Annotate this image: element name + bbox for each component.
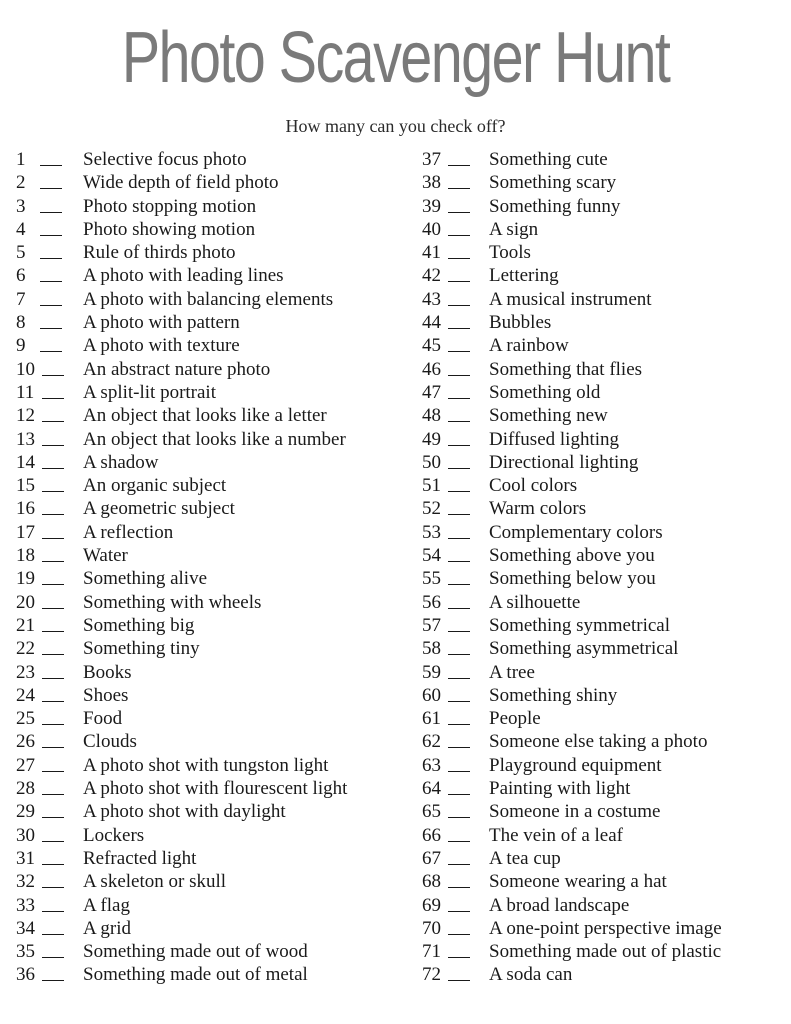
check-blank[interactable] <box>42 724 64 725</box>
item-label: Water <box>83 545 128 567</box>
checklist-item <box>422 521 782 544</box>
check-blank[interactable] <box>448 421 470 422</box>
checklist-item <box>422 614 782 637</box>
page-subtitle: How many can you check off? <box>285 116 506 136</box>
check-blank[interactable] <box>448 281 470 282</box>
item-number: 36 <box>16 964 35 986</box>
item-label: A musical instrument <box>489 288 652 310</box>
item-number: 67 <box>422 847 441 869</box>
check-blank[interactable] <box>42 375 64 376</box>
checklist-item <box>16 497 396 520</box>
item-label: Something made out of plastic <box>489 941 722 963</box>
item-label: Something below you <box>489 568 656 590</box>
checklist-item <box>422 824 782 847</box>
check-blank[interactable] <box>42 864 64 865</box>
check-blank[interactable] <box>448 584 470 585</box>
checklist-item <box>422 497 782 520</box>
item-number: 2 <box>16 172 26 194</box>
checklist-item <box>16 940 396 963</box>
item-number: 4 <box>16 218 26 240</box>
item-number: 35 <box>16 941 35 963</box>
check-blank[interactable] <box>40 258 62 259</box>
item-label: An organic subject <box>83 475 227 497</box>
check-blank[interactable] <box>42 398 64 399</box>
item-label: Something tiny <box>83 638 200 660</box>
check-blank[interactable] <box>448 911 470 912</box>
item-label: Photo showing motion <box>83 218 256 240</box>
item-label: Bubbles <box>489 312 552 334</box>
checklist-item <box>422 148 782 171</box>
item-number: 49 <box>422 428 441 450</box>
item-label: A photo with texture <box>83 335 240 357</box>
check-blank[interactable] <box>448 771 470 772</box>
checklist-item <box>422 847 782 870</box>
check-blank[interactable] <box>42 468 64 469</box>
item-number: 15 <box>16 475 35 497</box>
item-number: 20 <box>16 591 35 613</box>
item-number: 48 <box>422 405 441 427</box>
item-label: Something asymmetrical <box>489 638 679 660</box>
checklist-item <box>16 637 396 660</box>
check-blank[interactable] <box>448 235 470 236</box>
checklist-item <box>16 521 396 544</box>
item-number: 34 <box>16 917 35 939</box>
checklist-item <box>16 195 396 218</box>
checklist-item <box>16 870 396 893</box>
checklist-item <box>16 544 396 567</box>
checklist-item <box>16 963 396 986</box>
item-label: A silhouette <box>489 591 581 613</box>
item-label: Something that flies <box>489 358 643 380</box>
checklist-item <box>16 428 396 451</box>
checklist-item <box>16 661 396 684</box>
item-number: 28 <box>16 778 35 800</box>
item-label: Books <box>83 661 132 683</box>
item-label: A photo shot with flourescent light <box>83 778 348 800</box>
item-label: The vein of a leaf <box>489 824 623 846</box>
item-number: 12 <box>16 405 35 427</box>
check-blank[interactable] <box>448 747 470 748</box>
item-label: Shoes <box>83 684 129 706</box>
check-blank[interactable] <box>448 678 470 679</box>
check-blank[interactable] <box>40 281 62 282</box>
check-blank[interactable] <box>42 514 64 515</box>
item-number: 56 <box>422 591 441 613</box>
check-blank[interactable] <box>448 631 470 632</box>
item-number: 62 <box>422 731 441 753</box>
check-blank[interactable] <box>40 188 62 189</box>
checklist-item <box>422 917 782 940</box>
checklist-item <box>16 824 396 847</box>
item-number: 37 <box>422 149 441 170</box>
item-number: 69 <box>422 894 441 916</box>
item-label: Clouds <box>83 731 137 753</box>
checklist-item <box>16 381 396 404</box>
checklist-item <box>16 451 396 474</box>
check-blank[interactable] <box>448 654 470 655</box>
item-label: A split-lit portrait <box>83 381 216 403</box>
item-label: A soda can <box>489 964 573 986</box>
item-number: 18 <box>16 545 35 567</box>
checklist-item <box>422 637 782 660</box>
item-label: Diffused lighting <box>489 428 620 450</box>
check-blank[interactable] <box>40 212 62 213</box>
item-label: Something big <box>83 614 195 636</box>
item-label: An abstract nature photo <box>83 358 271 380</box>
item-label: A tea cup <box>489 847 561 869</box>
item-label: Complementary colors <box>489 521 663 543</box>
item-label: Playground equipment <box>489 754 662 776</box>
item-label: Something old <box>489 381 601 403</box>
item-number: 71 <box>422 941 441 963</box>
check-blank[interactable] <box>42 747 64 748</box>
check-blank[interactable] <box>42 445 64 446</box>
item-number: 43 <box>422 288 441 310</box>
item-number: 9 <box>16 335 26 357</box>
item-label: Rule of thirds photo <box>83 242 236 264</box>
item-number: 27 <box>16 754 35 776</box>
checklist-item <box>422 171 782 194</box>
item-number: 54 <box>422 545 441 567</box>
item-label: Lettering <box>489 265 559 287</box>
item-number: 55 <box>422 568 441 590</box>
item-number: 59 <box>422 661 441 683</box>
checklist-item <box>422 381 782 404</box>
item-number: 46 <box>422 358 441 380</box>
checklist-item <box>16 148 396 171</box>
check-blank[interactable] <box>448 351 470 352</box>
check-blank[interactable] <box>42 701 64 702</box>
checklist-item <box>16 684 396 707</box>
item-label: Something alive <box>83 568 208 590</box>
item-number: 44 <box>422 312 441 334</box>
check-blank[interactable] <box>42 608 64 609</box>
item-number: 65 <box>422 801 441 823</box>
check-blank[interactable] <box>448 887 470 888</box>
item-number: 17 <box>16 521 35 543</box>
check-blank[interactable] <box>42 631 64 632</box>
item-label: An object that looks like a letter <box>83 405 327 427</box>
checklist-item <box>422 241 782 264</box>
checklist-item <box>422 567 782 590</box>
item-label: Painting with light <box>489 778 631 800</box>
item-number: 21 <box>16 614 35 636</box>
check-blank[interactable] <box>448 212 470 213</box>
item-label: Someone in a costume <box>489 801 661 823</box>
item-number: 1 <box>16 149 26 170</box>
check-blank[interactable] <box>448 864 470 865</box>
checklist-item <box>422 474 782 497</box>
item-label: Someone wearing a hat <box>489 871 667 893</box>
check-blank[interactable] <box>448 724 470 725</box>
item-number: 14 <box>16 451 35 473</box>
item-label: A photo shot with daylight <box>83 801 286 823</box>
item-number: 6 <box>16 265 26 287</box>
checklist-item <box>16 614 396 637</box>
item-number: 52 <box>422 498 441 520</box>
item-number: 32 <box>16 871 35 893</box>
item-number: 47 <box>422 381 441 403</box>
check-blank[interactable] <box>448 375 470 376</box>
check-blank[interactable] <box>448 514 470 515</box>
checklist-item <box>422 451 782 474</box>
checklist-item <box>422 591 782 614</box>
check-blank[interactable] <box>448 491 470 492</box>
check-blank[interactable] <box>40 235 62 236</box>
checklist-item <box>16 894 396 917</box>
item-label: A photo with leading lines <box>83 265 284 287</box>
item-number: 29 <box>16 801 35 823</box>
checklist-item <box>422 777 782 800</box>
checklist-item <box>422 940 782 963</box>
item-number: 64 <box>422 778 441 800</box>
item-number: 70 <box>422 917 441 939</box>
item-label: A reflection <box>83 521 174 543</box>
checklist-item <box>422 963 782 986</box>
check-blank[interactable] <box>448 794 470 795</box>
item-label: Something with wheels <box>83 591 262 613</box>
checklist-item <box>422 311 782 334</box>
check-blank[interactable] <box>448 305 470 306</box>
checklist-item <box>422 544 782 567</box>
checklist-item <box>422 730 782 753</box>
checklist-item <box>422 195 782 218</box>
item-label: A grid <box>83 917 132 939</box>
item-label: Wide depth of field photo <box>83 172 279 194</box>
check-blank[interactable] <box>448 258 470 259</box>
check-blank[interactable] <box>42 678 64 679</box>
item-label: Something new <box>489 405 608 427</box>
item-label: A tree <box>489 661 535 683</box>
item-label: A shadow <box>83 451 159 473</box>
check-blank[interactable] <box>448 328 470 329</box>
item-label: A one-point perspective image <box>489 917 722 939</box>
left-checklist <box>16 148 396 987</box>
check-blank[interactable] <box>448 538 470 539</box>
item-label: Lockers <box>83 824 145 846</box>
check-blank[interactable] <box>448 561 470 562</box>
item-label: Directional lighting <box>489 451 639 473</box>
page-title: Photo Scavenger Hunt <box>121 18 670 98</box>
checklist-item <box>16 218 396 241</box>
checklist-item <box>16 358 396 381</box>
item-number: 26 <box>16 731 35 753</box>
item-number: 24 <box>16 684 35 706</box>
checklist-item <box>422 358 782 381</box>
item-label: A flag <box>83 894 130 916</box>
check-blank[interactable] <box>448 841 470 842</box>
checklist-item <box>422 404 782 427</box>
checklist-item <box>16 334 396 357</box>
check-blank[interactable] <box>448 980 470 981</box>
checklist-item <box>16 288 396 311</box>
item-number: 13 <box>16 428 35 450</box>
item-number: 25 <box>16 708 35 730</box>
item-label: A rainbow <box>489 335 569 357</box>
check-blank[interactable] <box>40 305 62 306</box>
right-checklist <box>422 148 782 987</box>
item-label: Photo stopping motion <box>83 195 257 217</box>
check-blank[interactable] <box>42 980 64 981</box>
checklist-item <box>16 800 396 823</box>
check-blank[interactable] <box>42 794 64 795</box>
item-label: Something above you <box>489 545 655 567</box>
checklist-item <box>16 591 396 614</box>
item-label: A skeleton or skull <box>83 871 227 893</box>
checklist-item <box>16 311 396 334</box>
item-label: Something made out of wood <box>83 941 308 963</box>
checklist-item <box>422 894 782 917</box>
item-number: 60 <box>422 684 441 706</box>
item-label: Something cute <box>489 149 608 170</box>
item-label: Someone else taking a photo <box>489 731 708 753</box>
item-label: A sign <box>489 218 539 240</box>
checklist-item <box>422 428 782 451</box>
item-number: 31 <box>16 847 35 869</box>
item-label: A photo with balancing elements <box>83 288 334 310</box>
item-number: 7 <box>16 288 26 310</box>
checklist-item <box>422 800 782 823</box>
item-number: 57 <box>422 614 441 636</box>
item-number: 50 <box>422 451 441 473</box>
check-blank[interactable] <box>42 584 64 585</box>
checklist-item <box>422 870 782 893</box>
item-label: Tools <box>489 242 531 264</box>
check-blank[interactable] <box>448 468 470 469</box>
item-label: An object that looks like a number <box>83 428 346 450</box>
checklist-item <box>16 847 396 870</box>
check-blank[interactable] <box>40 165 62 166</box>
checklist-item <box>422 684 782 707</box>
item-label: A broad landscape <box>489 894 630 916</box>
checklist-item <box>16 404 396 427</box>
checklist-item <box>16 567 396 590</box>
check-blank[interactable] <box>42 911 64 912</box>
item-number: 45 <box>422 335 441 357</box>
check-blank[interactable] <box>448 398 470 399</box>
item-number: 53 <box>422 521 441 543</box>
item-number: 22 <box>16 638 35 660</box>
item-number: 68 <box>422 871 441 893</box>
item-label: Something symmetrical <box>489 614 671 636</box>
checklist-item <box>16 171 396 194</box>
item-label: Cool colors <box>489 475 578 497</box>
check-blank[interactable] <box>448 608 470 609</box>
checklist-item <box>422 661 782 684</box>
checklist-item <box>422 218 782 241</box>
item-number: 8 <box>16 312 26 334</box>
item-number: 40 <box>422 218 441 240</box>
item-number: 38 <box>422 172 441 194</box>
check-blank[interactable] <box>42 421 64 422</box>
item-number: 51 <box>422 475 441 497</box>
checklist-item <box>16 241 396 264</box>
item-label: Something made out of metal <box>83 964 308 986</box>
item-label: Food <box>83 708 123 730</box>
check-blank[interactable] <box>42 957 64 958</box>
checklist-item <box>16 730 396 753</box>
checklist-item <box>16 777 396 800</box>
check-blank[interactable] <box>42 561 64 562</box>
check-blank[interactable] <box>448 957 470 958</box>
item-label: Something scary <box>489 172 617 194</box>
item-number: 72 <box>422 964 441 986</box>
item-number: 33 <box>16 894 35 916</box>
item-number: 41 <box>422 242 441 264</box>
check-blank[interactable] <box>448 445 470 446</box>
item-label: A geometric subject <box>83 498 235 520</box>
check-blank[interactable] <box>42 817 64 818</box>
item-number: 5 <box>16 242 26 264</box>
check-blank[interactable] <box>42 841 64 842</box>
item-number: 19 <box>16 568 35 590</box>
item-number: 66 <box>422 824 441 846</box>
item-number: 61 <box>422 708 441 730</box>
checklist-item <box>16 474 396 497</box>
item-label: Selective focus photo <box>83 149 247 170</box>
checklist-item <box>16 707 396 730</box>
item-number: 58 <box>422 638 441 660</box>
item-label: Something shiny <box>489 684 618 706</box>
checklist-item <box>422 754 782 777</box>
checklist-item <box>422 264 782 287</box>
check-blank[interactable] <box>448 165 470 166</box>
check-blank[interactable] <box>448 934 470 935</box>
check-blank[interactable] <box>448 701 470 702</box>
item-label: People <box>489 708 541 730</box>
check-blank[interactable] <box>448 188 470 189</box>
item-number: 23 <box>16 661 35 683</box>
item-label: Something funny <box>489 195 621 217</box>
check-blank[interactable] <box>448 817 470 818</box>
check-blank[interactable] <box>42 771 64 772</box>
item-label: Warm colors <box>489 498 587 520</box>
check-blank[interactable] <box>42 887 64 888</box>
check-blank[interactable] <box>42 654 64 655</box>
item-number: 63 <box>422 754 441 776</box>
item-number: 30 <box>16 824 35 846</box>
item-number: 42 <box>422 265 441 287</box>
check-blank[interactable] <box>42 491 64 492</box>
check-blank[interactable] <box>40 351 62 352</box>
item-label: Refracted light <box>83 847 197 869</box>
item-number: 3 <box>16 195 26 217</box>
checklist-item <box>422 334 782 357</box>
checklist-item <box>16 264 396 287</box>
item-label: A photo shot with tungston light <box>83 754 329 776</box>
checklist-item <box>422 707 782 730</box>
check-blank[interactable] <box>42 934 64 935</box>
check-blank[interactable] <box>42 538 64 539</box>
checklist-item <box>16 754 396 777</box>
item-number: 11 <box>16 381 35 403</box>
checklist-item <box>16 917 396 940</box>
item-number: 39 <box>422 195 441 217</box>
item-label: A photo with pattern <box>83 312 240 334</box>
checklist-item <box>422 288 782 311</box>
check-blank[interactable] <box>40 328 62 329</box>
item-number: 10 <box>16 358 35 380</box>
item-number: 16 <box>16 498 35 520</box>
